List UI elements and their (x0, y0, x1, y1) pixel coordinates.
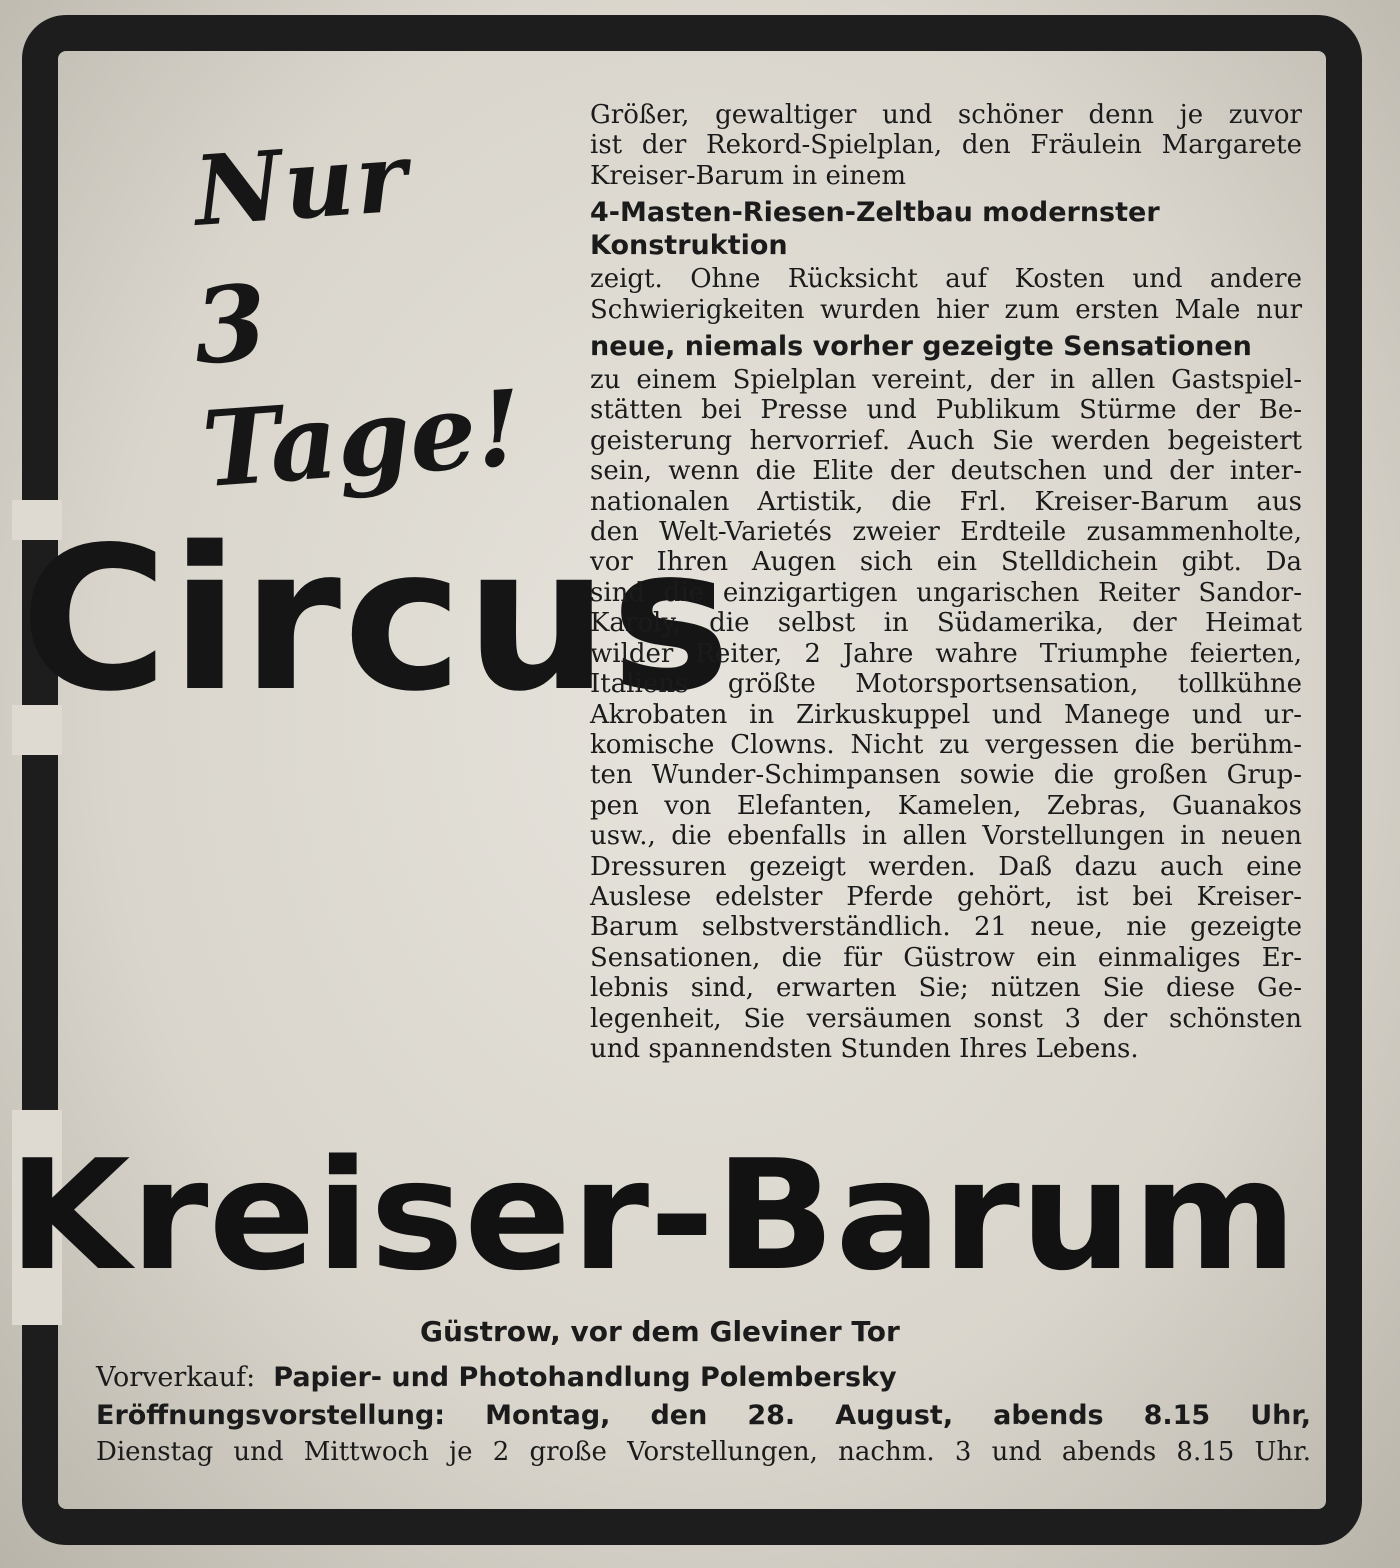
text-line: und spannendsten Stunden Ihres Lebens. (590, 1033, 1139, 1064)
bold-highlight-zeltbau: 4-Masten-Riesen-Zeltbau modernster Konstruktion (590, 197, 1160, 262)
vorverkauf-value: Papier- und Photohandlung Polembersky (273, 1362, 897, 1393)
ad-body-text (590, 100, 1302, 1064)
nur-text: Nur (190, 120, 413, 248)
text-line: ten Wunder-Schimpansen sowie die großen Grup- (590, 760, 1302, 791)
drei-tage-text: 3 Tage! (189, 260, 526, 512)
text-line: ist der Rekord-Spielplan, den Fräulein Margarete (590, 130, 1302, 161)
text-line: Barum selbstverständlich. 21 neue, nie gezeigte (590, 912, 1302, 943)
text-line: Karoly, die selbst in Südamerika, der Heimat (590, 608, 1302, 639)
text-line: legenheit, Sie versäumen sonst 3 der schönsten (590, 1003, 1302, 1034)
text-line: den Welt-Varietés zweier Erdteile zusammenholte, (590, 517, 1302, 548)
circus-title: Circus (20, 504, 733, 735)
text-line: Auslese edelster Pferde gehört, ist bei Kreiser- (590, 881, 1302, 912)
text-line: stätten bei Presse und Publikum Stürme der Be- (590, 395, 1302, 426)
text-line: Schwierigkeiten wurden hier zum ersten Male nur (590, 294, 1302, 325)
text-line: lebnis sind, erwarten Sie; nützen Sie diese Ge- (590, 973, 1302, 1004)
text-line: sein, wenn die Elite der deutschen und der inter- (590, 456, 1302, 487)
text-line: zeigt. Ohne Rücksicht auf Kosten und andere (590, 264, 1302, 295)
text-line: nationalen Artistik, die Frl. Kreiser-Barum aus (590, 486, 1302, 517)
text-line: Akrobaten in Zirkuskuppel und Manege und ur- (590, 699, 1302, 730)
text-line: komische Clowns. Nicht zu vergessen die berühm- (590, 729, 1302, 760)
text-line: sind die einzigartigen ungarischen Reiter Sandor- (590, 577, 1302, 608)
text-line: wilder Reiter, 2 Jahre wahre Triumphe feierten, (590, 638, 1302, 669)
vorverkauf-line (96, 1362, 1311, 1393)
nur-3-tage-headline (181, 109, 590, 512)
text-line: Italiens größte Motorsportsensation, tollkühne (590, 669, 1302, 700)
text-line: pen von Elefanten, Kamelen, Zebras, Guanakos (590, 790, 1302, 821)
eroeffnung-line: Eröffnungsvorstellung: Montag, den 28. August, abends 8.15 Uhr, (96, 1400, 1311, 1431)
kreiser-barum-title: Kreiser-Barum (8, 1127, 1298, 1304)
text-line: geisterung hervorrief. Auch Sie werden begeistert (590, 425, 1302, 456)
location-line: Güstrow, vor dem Gleviner Tor (420, 1315, 900, 1348)
text-line: zu einem Spielplan vereint, der in allen Gastspiel- (590, 365, 1302, 396)
text-line: vor Ihren Augen sich ein Stelldichein gibt. Da (590, 547, 1302, 578)
dienstag-line: Dienstag und Mittwoch je 2 große Vorstellungen, nachm. 3 und abends 8.15 Uhr. (96, 1437, 1311, 1467)
text-line: Dressuren gezeigt werden. Daß dazu auch eine (590, 851, 1302, 882)
text-line: usw., die ebenfalls in allen Vorstellungen in neuen (590, 821, 1302, 852)
text-line: Größer, gewaltiger und schöner denn je zuvor (590, 100, 1302, 130)
bold-highlight-sensationen: neue, niemals vorher gezeigte Sensationen (590, 331, 1252, 363)
text-line: Kreiser-Barum in einem (590, 160, 907, 191)
vorverkauf-label: Vorverkauf: (96, 1362, 256, 1393)
text-line: Sensationen, die für Güstrow ein einmaliges Er- (590, 942, 1302, 973)
